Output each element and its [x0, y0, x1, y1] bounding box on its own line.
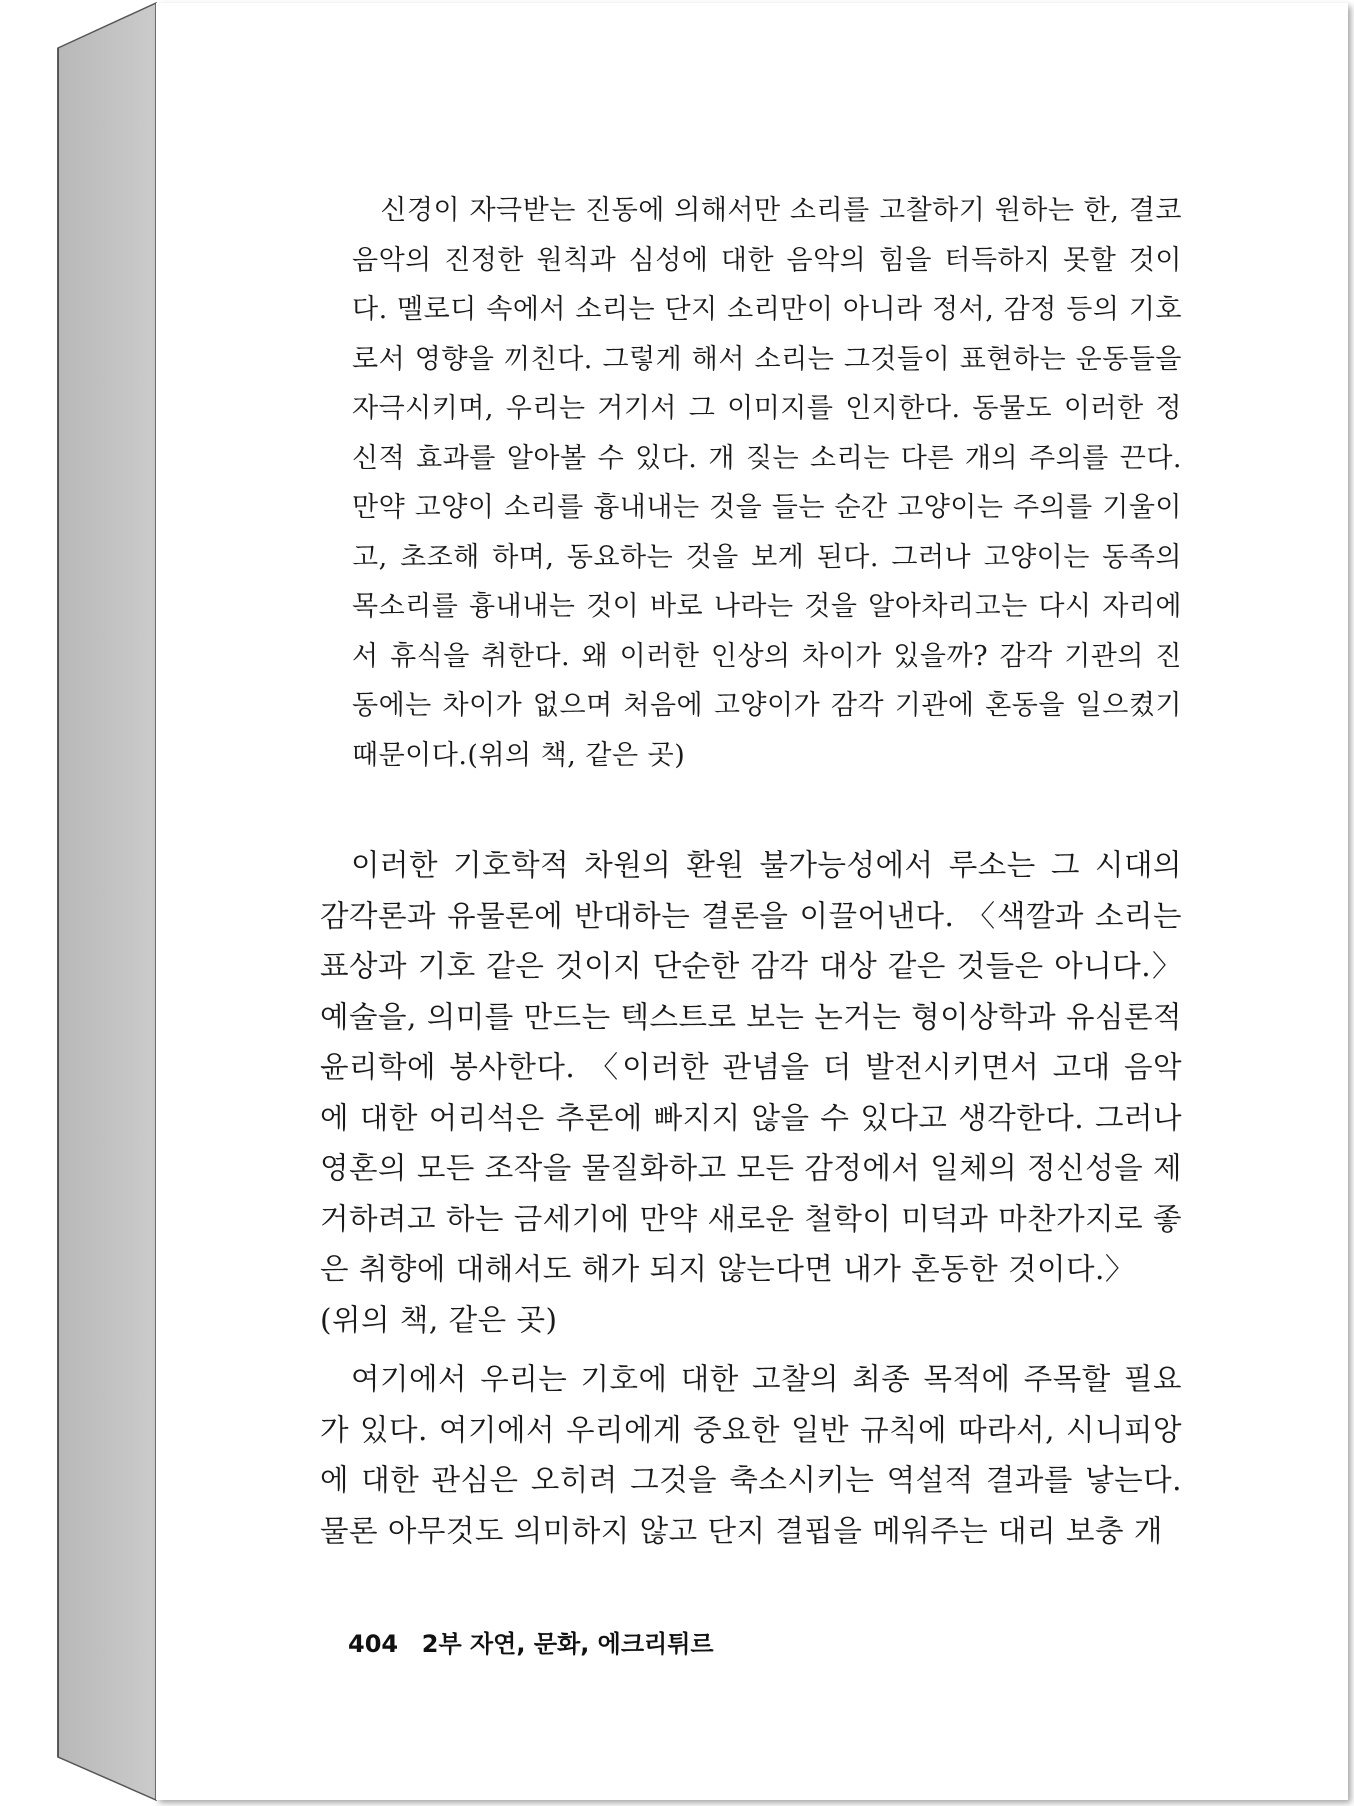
- body-paragraph-1: 이러한 기호학적 차원의 환원 불가능성에서 루소는 그 시대의 감각론과 유물론에 반대하는 결론을 이끌어낸다. 〈색깔과 소리는 표상과 기호 같은 것이지 단순한 감각 대상 같은 것들은 아니다.〉 예술을, 의미를 만드는 텍스트로 보는 논거는 형이상학과 유심론적 윤리학에 봉사한다. 〈이러한 관념을 더 발전시키면서 고대 음악에 대한 어리석은 추론에 빠지지 않을 수 있다고 생각한다. 그러나 영혼의 모든 조작을 물질화하고 모든 감정에서 일체의 정신성을 제거하려고 하는 금세기에 만약 새로운 철학이 미덕과 마찬가지로 좋은 취향에 대해서도 해가 되지 않는다면 내가 혼동한 것이다.〉: [320, 848, 1182, 1286]
- body-paragraph-2: 여기에서 우리는 기호에 대한 고찰의 최종 목적에 주목할 필요가 있다. 여기에서 우리에게 중요한 일반 규칙에 따라서, 시니피앙에 대한 관심은 오히려 그것을 축소시키는 역설적 결과를 낳는다. 물론 아무것도 의미하지 않고 단지 결핍을 메워주는 대리 보충 개: [320, 1362, 1182, 1548]
- book-spine: [58, 3, 156, 1800]
- running-header-section: 2부 자연, 문화, 에크리튀르: [421, 1630, 714, 1658]
- body-paragraph-1-citation: (위의 책, 같은 곳): [320, 1302, 558, 1337]
- page-footer: [348, 1624, 714, 1659]
- body-paragraph-2-block: [320, 1354, 1182, 1556]
- page-number: 404: [348, 1630, 399, 1658]
- block-quote: [352, 186, 1182, 780]
- quote-paragraph: 신경이 자극받는 진동에 의해서만 소리를 고찰하기 원하는 한, 결코 음악의 진정한 원칙과 심성에 대한 음악의 힘을 터득하지 못할 것이다. 멜로디 속에서 소리는 단지 소리만이 아니라 정서, 감정 등의 기호로서 영향을 끼친다. 그렇게 해서 소리는 그것들이 표현하는 운동들을 자극시키며, 우리는 거기서 그 이미지를 인지한다. 동물도 이러한 정신적 효과를 알아볼 수 있다. 개 짖는 소리는 다른 개의 주의를 끈다. 만약 고양이 소리를 흉내내는 것을 들는 순간 고양이는 주의를 기울이고, 초조해 하며, 동요하는 것을 보게 된다. 그러나 고양이는 동족의 목소리를 흉내내는 것이 바로 나라는 것을 알아차리고는 다시 자리에서 휴식을 취한다. 왜 이러한 인상의 차이가 있을까? 감각 기관의 진동에는 차이가 없으며 처음에 고양이가 감각 기관에 혼동을 일으켰기 때문이다.(위의 책, 같은 곳): [352, 195, 1182, 771]
- body-paragraph-1-block: [320, 840, 1182, 1345]
